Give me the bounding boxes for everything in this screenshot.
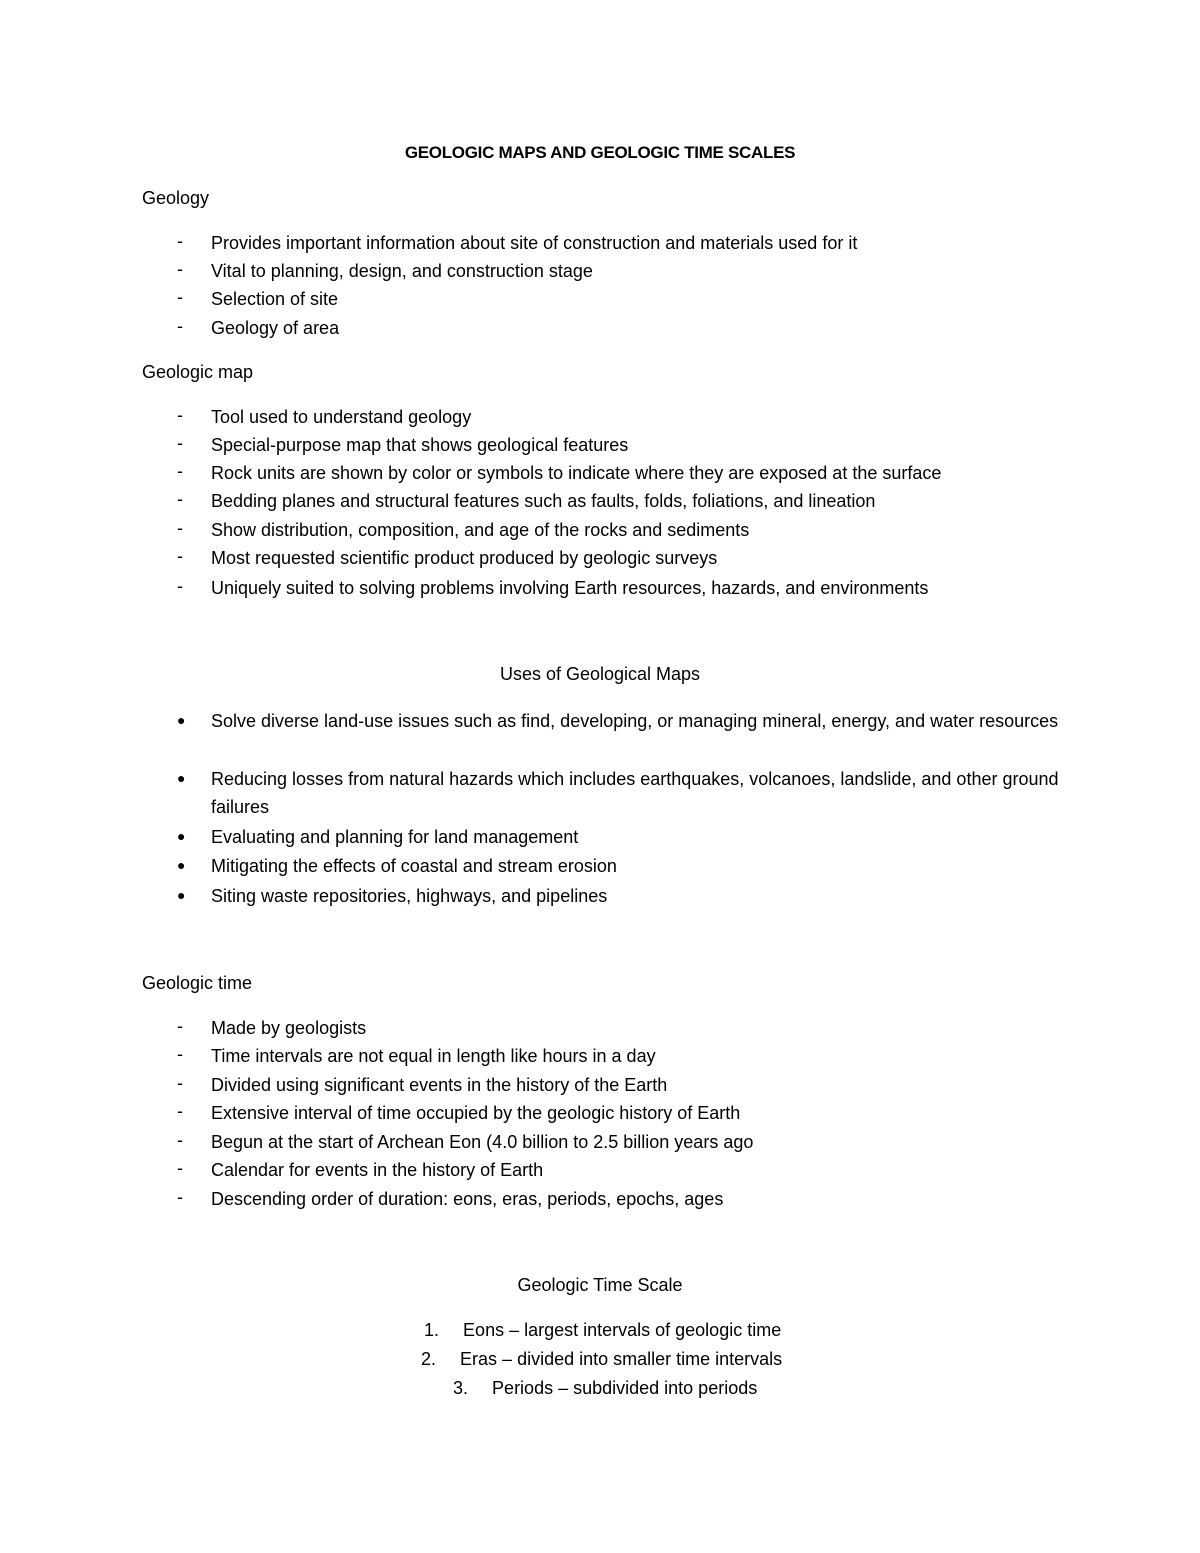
- dash-marker: -: [177, 1101, 183, 1121]
- list-item: Selection of site: [211, 289, 339, 309]
- list-item: Calendar for events in the history of Earth: [211, 1160, 544, 1180]
- item-text: Eons – largest intervals of geologic time: [463, 1320, 782, 1340]
- section-heading-geology: Geology: [142, 188, 210, 208]
- dash-marker: -: [177, 433, 183, 453]
- list-item: Bedding planes and structural features such as faults, folds, foliations, and lineation: [211, 491, 876, 511]
- section-heading-geologic-time: Geologic time: [142, 973, 253, 993]
- item-number: 2.: [421, 1349, 437, 1369]
- list-item: Evaluating and planning for land management: [211, 827, 579, 847]
- numbered-item: [421, 1345, 782, 1373]
- list-item: Geology of area: [211, 318, 340, 338]
- dash-marker: -: [177, 1073, 183, 1093]
- numbered-item: [453, 1374, 757, 1402]
- list-item: Made by geologists: [211, 1018, 367, 1038]
- dash-marker: -: [177, 259, 183, 279]
- document-title: GEOLOGIC MAPS AND GEOLOGIC TIME SCALES: [404, 143, 796, 162]
- list-item: Show distribution, composition, and age of the rocks and sediments: [211, 520, 750, 540]
- dash-marker: -: [177, 316, 183, 336]
- list-item: Reducing losses from natural hazards which includes earthquakes, volcanoes, landslide, and other ground failures: [211, 769, 1059, 817]
- item-number: 1.: [424, 1320, 440, 1340]
- dash-marker: -: [177, 576, 183, 596]
- list-item: Rock units are shown by color or symbols to indicate where they are exposed at the surface: [211, 463, 942, 483]
- list-item: Descending order of duration: eons, eras, periods, epochs, ages: [211, 1189, 724, 1209]
- bullet-marker: ●: [177, 857, 186, 873]
- bullet-marker: ●: [177, 712, 186, 728]
- list-item: Mitigating the effects of coastal and stream erosion: [211, 856, 617, 876]
- list-item: Uniquely suited to solving problems involving Earth resources, hazards, and environments: [211, 578, 929, 598]
- section-heading-time-scale: Geologic Time Scale: [517, 1275, 683, 1295]
- section-heading-uses: Uses of Geological Maps: [499, 664, 701, 684]
- bullet-marker: ●: [177, 770, 186, 786]
- list-item: Special-purpose map that shows geological features: [211, 435, 629, 455]
- list-item: Siting waste repositories, highways, and pipelines: [211, 886, 608, 906]
- dash-marker: -: [177, 1044, 183, 1064]
- dash-marker: -: [177, 1130, 183, 1150]
- list-item: Begun at the start of Archean Eon (4.0 billion to 2.5 billion years ago: [211, 1132, 754, 1152]
- dash-marker: -: [177, 405, 183, 425]
- list-item: Provides important information about site of construction and materials used for it: [211, 233, 858, 253]
- bullet-marker: ●: [177, 828, 186, 844]
- list-item: Solve diverse land-use issues such as find, developing, or managing mineral, energy, and water resources: [211, 711, 1059, 731]
- dash-marker: -: [177, 1158, 183, 1178]
- dash-marker: -: [177, 231, 183, 251]
- list-item: Divided using significant events in the history of the Earth: [211, 1075, 668, 1095]
- dash-marker: -: [177, 461, 183, 481]
- section-heading-geologic-map: Geologic map: [142, 362, 254, 382]
- list-item: Most requested scientific product produced by geologic surveys: [211, 548, 718, 568]
- bullet-marker: ●: [177, 887, 186, 903]
- list-item: Tool used to understand geology: [211, 407, 472, 427]
- dash-marker: -: [177, 1187, 183, 1207]
- list-item: Time intervals are not equal in length like hours in a day: [211, 1046, 656, 1066]
- item-text: Eras – divided into smaller time intervals: [460, 1349, 783, 1369]
- dash-marker: -: [177, 489, 183, 509]
- dash-marker: -: [177, 546, 183, 566]
- item-text: Periods – subdivided into periods: [492, 1378, 758, 1398]
- item-number: 3.: [453, 1378, 469, 1398]
- list-item: Extensive interval of time occupied by the geologic history of Earth: [211, 1103, 741, 1123]
- dash-marker: -: [177, 287, 183, 307]
- dash-marker: -: [177, 1016, 183, 1036]
- list-item: Vital to planning, design, and construction stage: [211, 261, 593, 281]
- numbered-item: [424, 1316, 781, 1344]
- dash-marker: -: [177, 518, 183, 538]
